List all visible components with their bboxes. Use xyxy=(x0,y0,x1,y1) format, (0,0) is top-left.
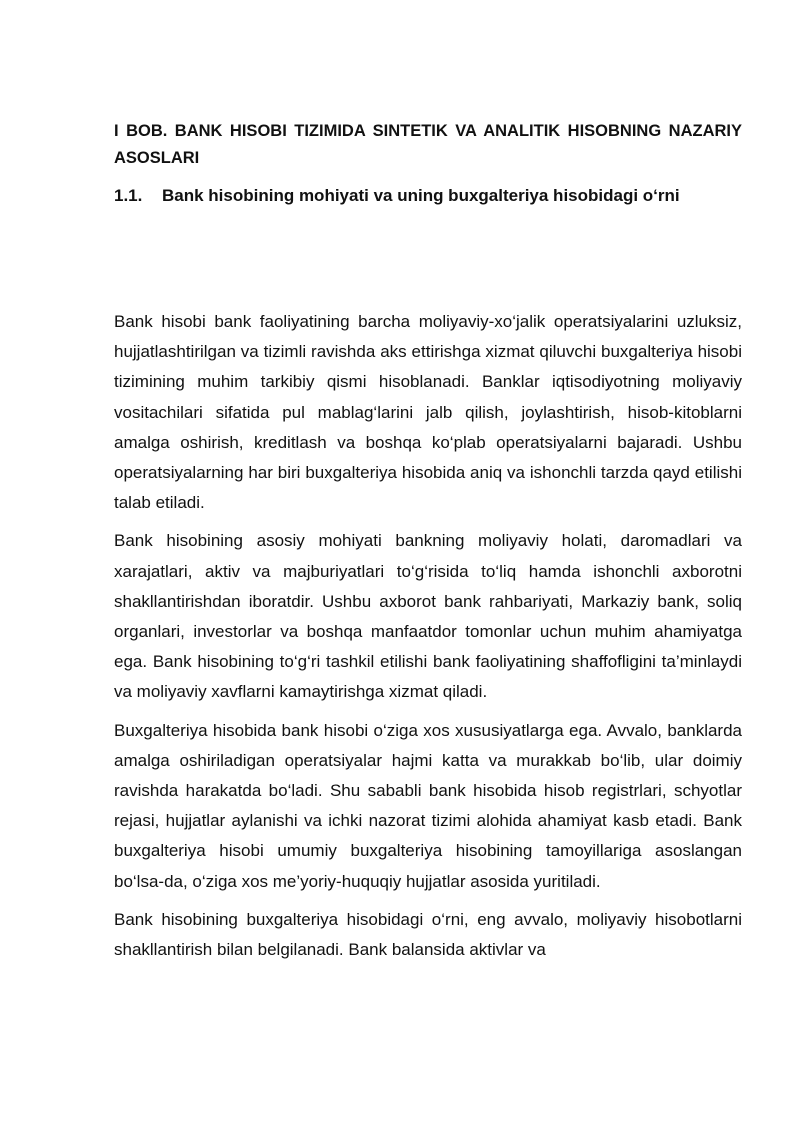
body-text xyxy=(114,307,742,965)
paragraph-1: Bank hisobi bank faoliyatining barcha moliyaviy-xo‘jalik operatsiyalarini uzluksiz, hujjatlashtirilgan va tizimli ravishda aks ettirishga xizmat qiluvchi buxgalteriya hisobi tizimining muhim tarkibiy qismi hisoblanadi. Banklar iqtisodiyotning moliyaviy vositachilari sifatida pul mablag‘larini jalb qilish, joylashtirish, hisob-kitoblarni amalga oshirish, kreditlash va boshqa ko‘plab operatsiyalarni bajaradi. Ushbu operatsiyalarning har biri buxgalteriya hisobida aniq va ishonchli tarzda qayd etilishi talab etiladi. xyxy=(114,312,742,513)
paragraph-4: Bank hisobining buxgalteriya hisobidagi o‘rni, eng avvalo, moliyaviy hisobotlarni shakllantirish bilan belgilanadi. Bank balansida aktivlar va xyxy=(114,909,742,960)
chapter-title: I BOB. BANK HISOBI TIZIMIDA SINTETIK VA ANALITIK HISOBNING NAZARIY ASOSLARI xyxy=(114,122,742,167)
paragraph-2: Bank hisobining asosiy mohiyati bankning moliyaviy holati, daromadlari va xarajatlari, aktiv va majburiyatlari to‘g‘risida to‘liq hamda ishonchli axborotni shakllantirishdan iboratdir. Ushbu axborot bank rahbariyati, Markaziy bank, soliq organlari, investorlar va boshqa manfaatdor tomonlar uchun muhim ahamiyatga ega. Bank hisobining to‘g‘ri tashkil etilishi bank faoliyatining shaffofligini ta’minlaydi va moliyaviy xavflarni kamaytirishga xizmat qiladi. xyxy=(114,531,742,702)
document-page xyxy=(114,118,742,973)
paragraph-3: Buxgalteriya hisobida bank hisobi o‘ziga xos xususiyatlarga ega. Avvalo, banklarda amalga oshiriladigan operatsiyalar hajmi katta va murakkab bo‘lib, ular doimiy ravishda harakatda bo‘ladi. Shu sababli bank hisobida hisob registrlari, schyotlar rejasi, hujjatlar aylanishi va ichki nazorat tizimi alohida ahamiyat kasb etadi. Bank buxgalteriya hisobi umumiy buxgalteriya hisobining tamoyillariga asoslangan bo‘lsa-da, o‘ziga xos me’yoriy-huquqiy hujjatlar asosida yuritiladi. xyxy=(114,720,742,891)
section-title: Bank hisobining mohiyati va uning buxgalteriya hisobidagi o‘rni xyxy=(162,186,680,205)
section-number: 1.1. xyxy=(114,186,143,205)
section-heading xyxy=(114,180,742,212)
